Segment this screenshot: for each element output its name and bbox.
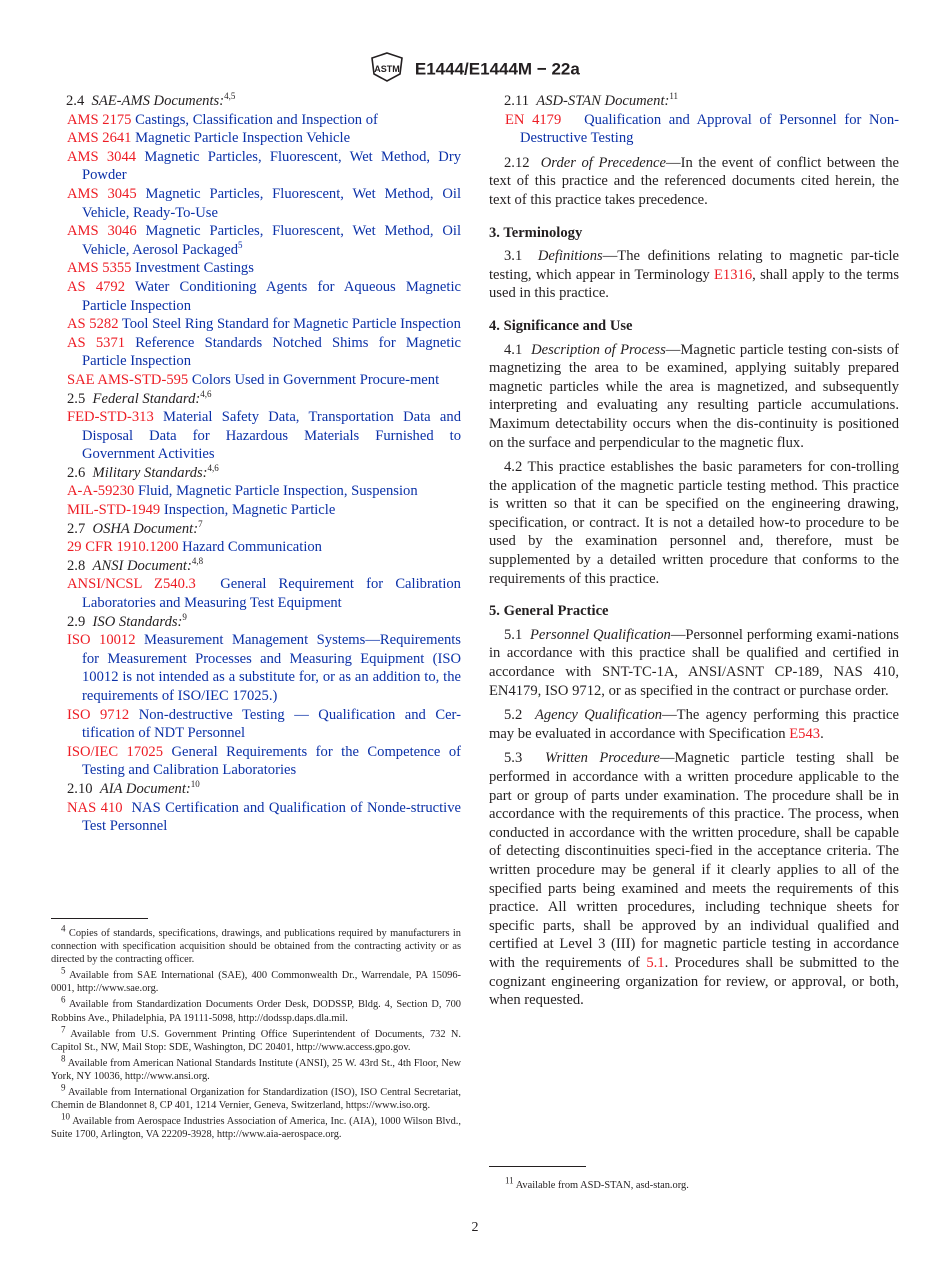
section-2-7: 2.7 OSHA Document:$^7$ [67,518,203,537]
reference-item[interactable]: ANSI/NCSL Z540.3 General Requirement for Calibration Laboratories and Measuring Test Equipment [67,576,461,612]
heading-terminology: 3. Terminology [489,224,583,241]
heading-general-practice: 5. General Practice [489,603,609,620]
link-e543[interactable]: E543 [789,725,821,742]
footnotes-left [51,923,461,1144]
footnote-rule [489,1166,586,1167]
section-2-8: 2.8 ANSI Document:$^{4,8}$ [67,555,204,574]
reference-item[interactable]: AMS 5355 Investment Castings [67,260,254,277]
reference-item[interactable]: ISO/IEC 17025 General Requirements for the Competence of Testing and Calibration Laboratories [67,743,461,779]
reference-item[interactable]: AMS 3045 Magnetic Particles, Fluorescent, Wet Method, Oil Vehicle, Ready-To-Use [67,185,461,221]
reference-item[interactable]: AS 4792 Water Conditioning Agents for Aqueous Magnetic Particle Inspection [67,278,461,314]
footnote-right: $^{11}$ Available from ASD-STAN, asd-stan.org. [505,1175,689,1191]
reference-item[interactable]: AS 5371 Reference Standards Notched Shims for Magnetic Particle Inspection [67,334,461,370]
section-5-1: 5.1 Personnel Qualification—Personnel performing exami-nations in accordance with this practice shall be qualified and certified in accordance with SNT-TC-1A, ANSI/ASNT CP-189, NAS 410, EN4179, ISO 9712, or as specified in the contract or purchase order. [489,626,899,699]
reference-item[interactable]: AMS 3044 Magnetic Particles, Fluorescent, Wet Method, Dry Powder [67,148,461,184]
section-2-12: 2.12 Order of Precedence—In the event of conflict between the text of this practice and the referenced documents cited herein, the text of this practice takes precedence. [489,154,899,208]
footnote: $^{10}$ Available from Aerospace Industries Association of America, Inc. (AIA), 1000 Wilson Blvd., Suite 1700, Arlington, VA 22209-3928, http://www.aia-aerospace.org. [51,1111,461,1141]
reference-item[interactable]: AMS 3046 Magnetic Particles, Fluorescent, Wet Method, Oil Vehicle, Aerosol Packaged$^5$ [67,223,461,258]
section-2-4: 2.4 SAE-AMS Documents:$^{4,5}$ [66,91,236,109]
section-5-3: 5.3 Written Procedure—Magnetic particle testing shall be performed in accordance with a written procedure applicable to the part or group of parts under examination. The procedure shall be in accordance with the requirements of this practice. The process, when conducted in accordance with the written procedure, shall be capable of detecting discontinuities speci-fied in the acceptance criteria. The written procedure may be general if it clearly applies to all of the specified parts being examined and meets the requirements of this practice. All written procedures, including technique sheets for specific parts, shall be approved by an individual qualified and certified at Level 3 (III) for magnetic particle testing in accordance with the requirements of 5.1. Procedures shall be submitted to the cognizant engineering organization for review, or approval, or both, when requested. [489,750,899,1009]
section-2-9: 2.9 ISO Standards:$^9$ [67,611,187,630]
section-2-10: 2.10 AIA Document:$^{10}$ [67,779,200,797]
reference-item[interactable]: ISO 10012 Measurement Management Systems—Requirements for Measurement Processes and Measuring Equipment (ISO 10012 is not intended as a substitute for, or as an addition to, the requirements of ISO/IEC 17025.) [67,632,461,704]
right-column [489,92,899,1016]
footnote: $^4$ Copies of standards, specifications, drawings, and publications required by manufacturers in connection with specification acquisition should be obtained from the contracting activity or as directed by the contracting officer. [51,923,461,966]
section-4-1: 4.1 Description of Process—Magnetic particle testing con-sists of magnetizing the area to be examined, applying suitably prepared magnetic particles while the area is magnetized, and subsequently interpreting and evaluating any resulting particle accumulations. Maximum detectability occurs when the dis-continuity is positioned on the surface and perpendicular to the magnetic flux. [489,341,900,451]
section-2-11: 2.11 ASD-STAN Document:$^{11}$ [504,91,679,109]
footnote-rule [51,918,148,919]
section-2-6: 2.6 Military Standards:$^{4,6}$ [67,463,219,481]
section-3-1: 3.1 Definitions—The definitions relating to magnetic par-ticle testing, which appear in Terminology E1316, shall apply to the terms used in this practice. [489,248,900,302]
sae-ref-list [67,111,461,390]
footnote: $^6$ Available from Standardization Documents Order Desk, DODSSP, Bldg. 4, Section D, 700 Robbins Ave., Philadelphia, PA 19111-5098, http://dodssp.daps.dla.mil. [51,995,461,1024]
left-column [67,92,461,836]
reference-item[interactable]: SAE AMS-STD-595 Colors Used in Government Procure-ment [67,371,440,388]
section-4-2: 4.2 This practice establishes the basic parameters for con-trolling the application of the magnetic particle testing method. This practice is written so that it can be specified on the engineering drawing, specification, or contract. It is not a detailed how-to procedure to be used by the examination personnel and, therefore, must be supplemented by a detailed written procedure that conforms to the requirements of this practice. [489,459,899,587]
document-designation: E1444/E1444M − 22a [414,59,580,79]
link-e1316[interactable]: E1316 [714,266,753,283]
reference-item[interactable]: A-A-59230 Fluid, Magnetic Particle Inspection, Suspension [67,483,418,500]
page-number: 2 [471,1220,479,1235]
reference-item[interactable]: NAS 410 NAS Certification and Qualification of Nonde-structive Test Personnel [67,799,462,835]
svg-text:ASTM: ASTM [374,64,400,74]
reference-item[interactable]: 29 CFR 1910.1200 Hazard Communication [67,539,322,556]
footnote: $^7$ Available from U.S. Government Printing Office Superintendent of Documents, 732 N. Capitol St., NW, Mail Stop: SDE, Washington, DC 20401, http://www.access.gpo.gov. [51,1024,461,1053]
section-5-2: 5.2 Agency Qualification—The agency performing this practice may be evaluated in accordance with Specification E543. [489,707,899,742]
footnote: $^5$ Available from SAE International (SAE), 400 Commonwealth Dr., Warrendale, PA 15096-0001, http://www.sae.org. [51,965,461,995]
reference-item[interactable]: EN 4179 Qualification and Approval of Personnel for Non-Destructive Testing [505,111,899,147]
reference-item[interactable]: AS 5282 Tool Steel Ring Standard for Magnetic Particle Inspection [67,316,461,333]
section-2-5: 2.5 Federal Standard:$^{4,6}$ [67,388,212,407]
reference-item[interactable]: AMS 2175 Castings, Classification and Inspection of [67,111,378,128]
page-header [0,52,950,87]
reference-item[interactable]: AMS 2641 Magnetic Particle Inspection Vehicle [67,130,351,147]
footnote: $^8$ Available from American National Standards Institute (ANSI), 25 W. 43rd St., 4th Floor, New York, NY 10036, http://www.ansi.org. [51,1053,461,1082]
link-5-1[interactable]: 5.1 [646,954,665,971]
reference-item[interactable]: FED-STD-313 Material Safety Data, Transportation Data and Disposal Data for Hazardous Materials Furnished to Government Activities [67,409,461,463]
footnote: $^9$ Available from International Organization for Standardization (ISO), ISO Central Secretariat, Chemin de Blandonnet 8, CP 401, 1214 Vernier, Geneva, Switzerland, https://www.iso.org. [51,1082,461,1112]
reference-item[interactable]: ISO 9712 Non-destructive Testing — Qualification and Cer-tification of NDT Personnel [67,706,461,742]
heading-significance: 4. Significance and Use [489,317,633,334]
reference-item[interactable]: MIL-STD-1949 Inspection, Magnetic Particle [67,502,336,519]
astm-logo [370,52,404,87]
